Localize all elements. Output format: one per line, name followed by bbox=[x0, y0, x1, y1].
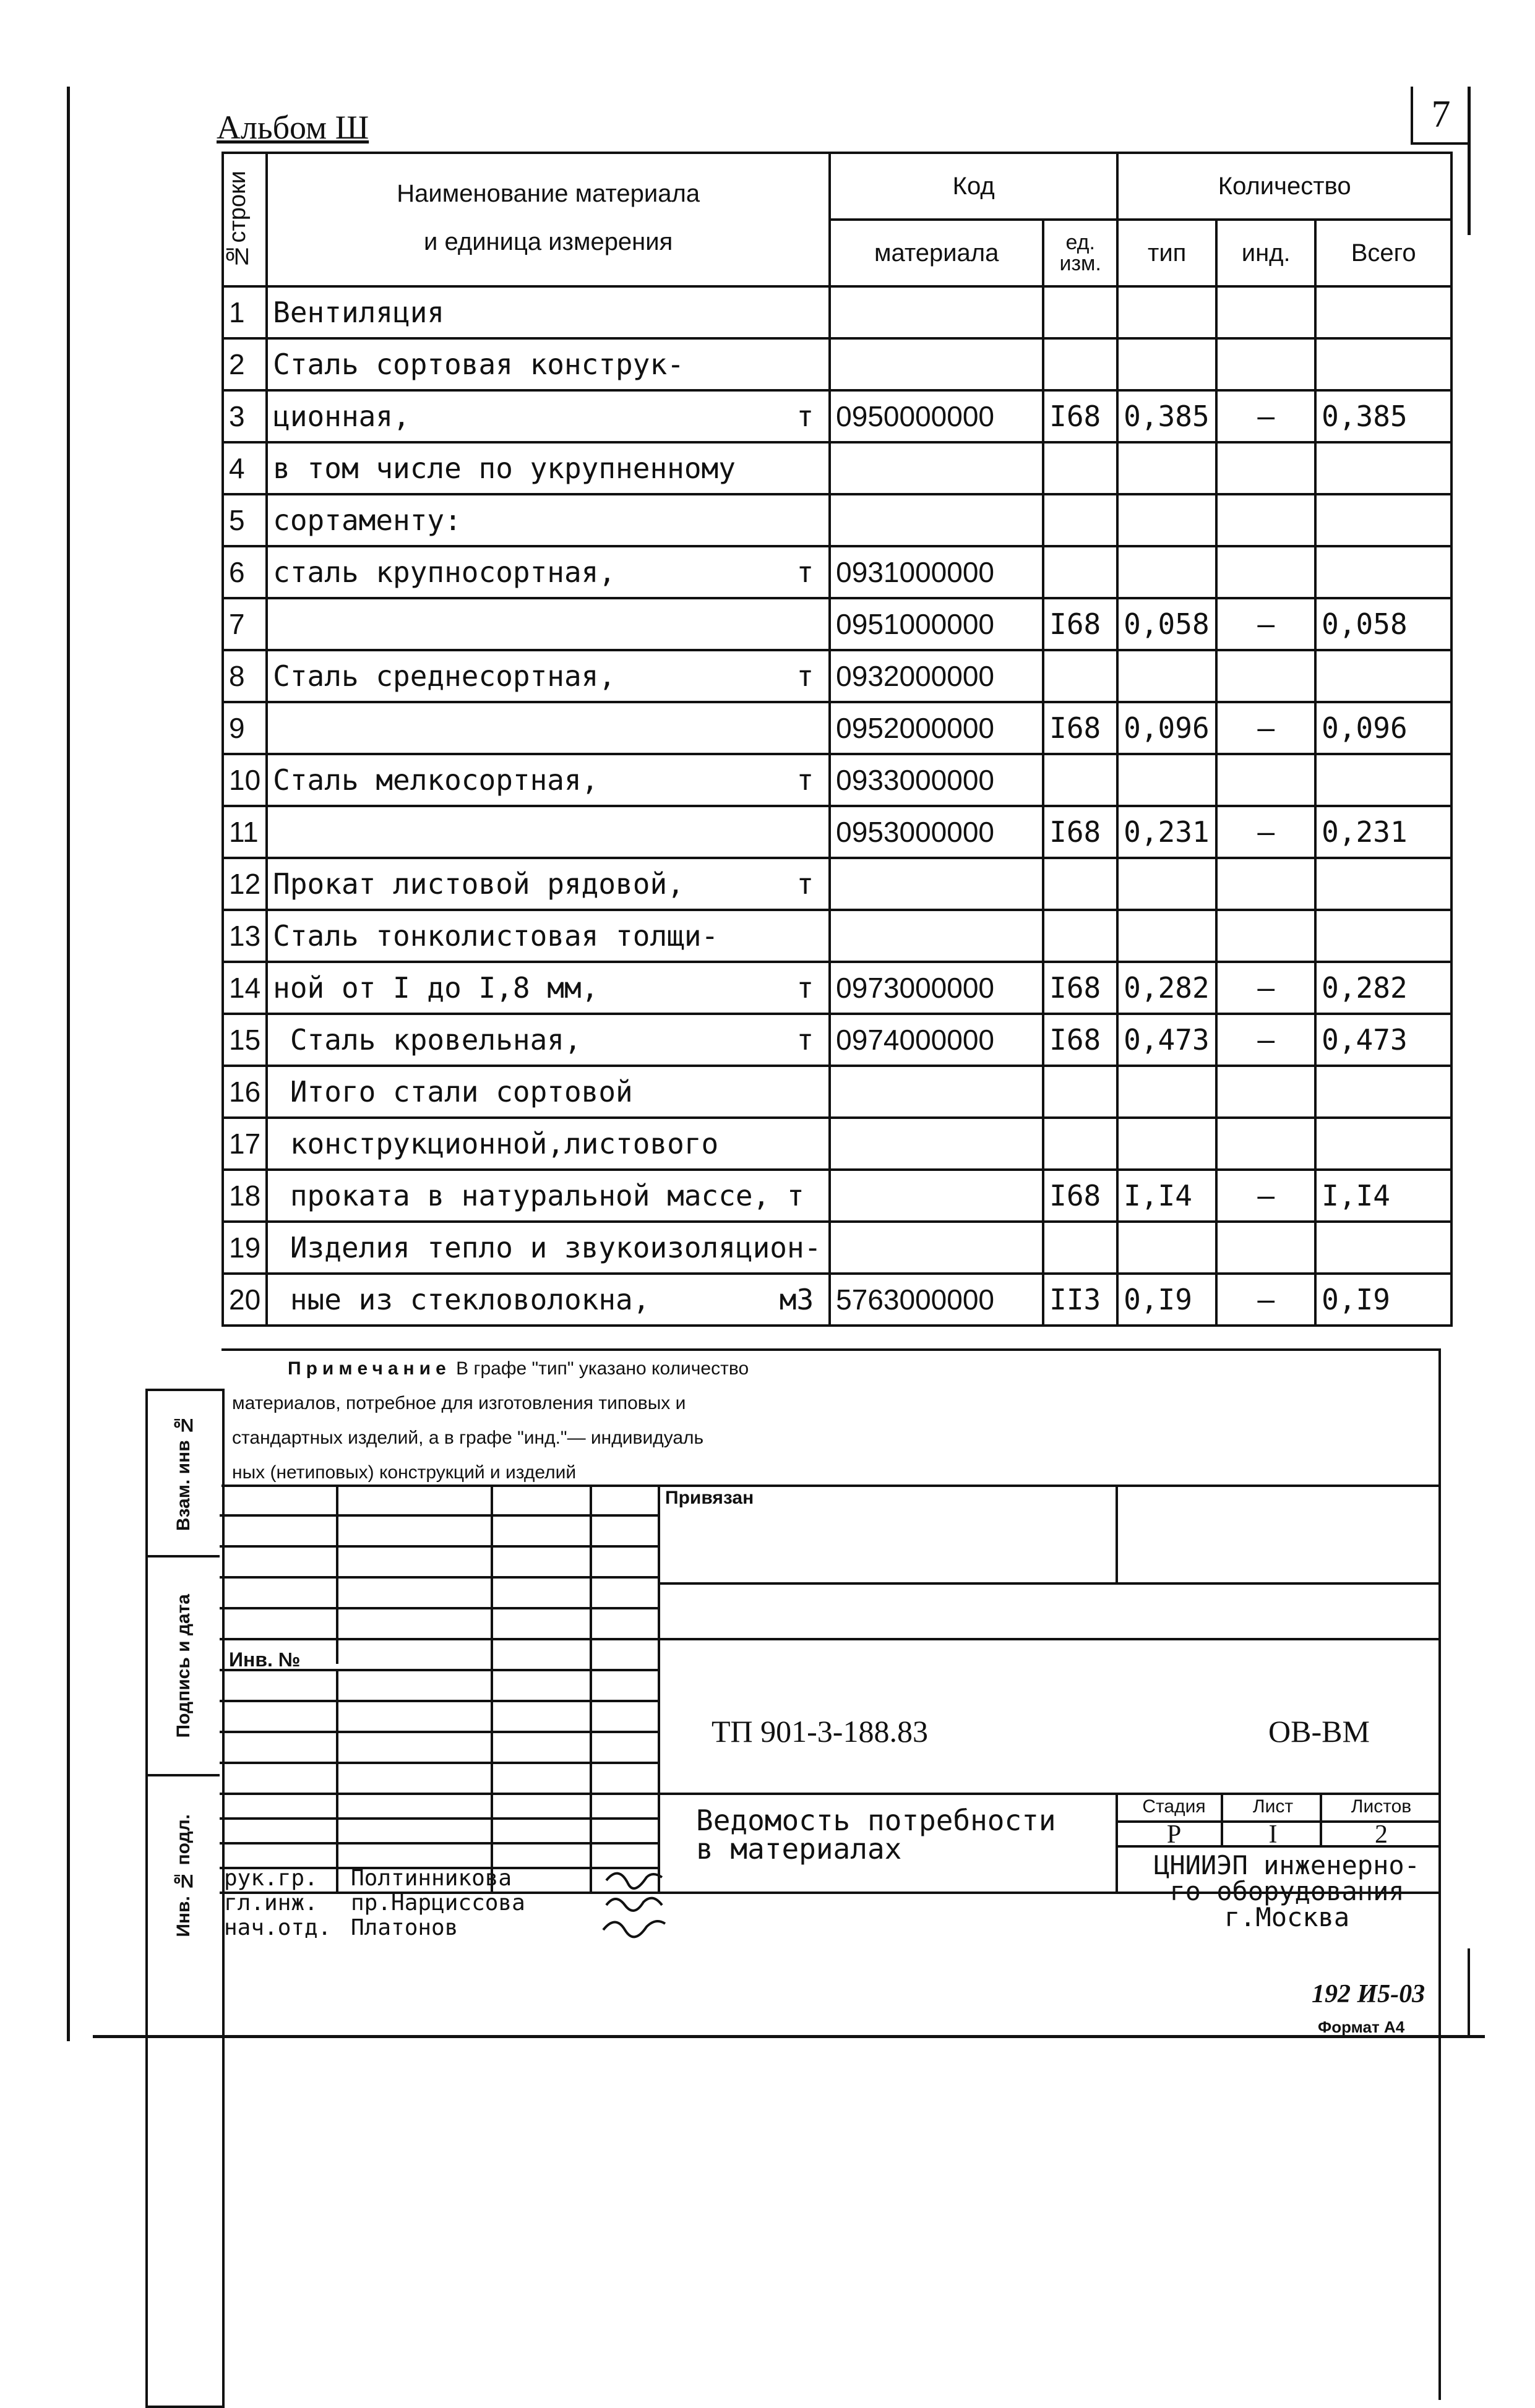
material-name-text: Сталь сортовая конструк- bbox=[273, 348, 684, 381]
qty-ind: – bbox=[1216, 598, 1315, 650]
table-row bbox=[223, 286, 1451, 338]
row-number: 12 bbox=[223, 858, 267, 910]
material-name-text: Изделия тепло и звукоизоляцион- bbox=[273, 1231, 822, 1264]
side-inv-podl: Инв. № подл. bbox=[173, 1814, 194, 1937]
material-name bbox=[267, 1170, 830, 1222]
material-code bbox=[830, 1118, 1043, 1170]
doc-mark: ОВ-ВМ bbox=[1268, 1714, 1370, 1749]
qty-type bbox=[1117, 338, 1216, 390]
material-name-text: сталь крупносортная, bbox=[273, 555, 616, 589]
quantity-header: Количество bbox=[1117, 153, 1451, 220]
qty-total: 0,I9 bbox=[1315, 1274, 1451, 1326]
unit-code bbox=[1043, 494, 1117, 546]
qty-type: I,I4 bbox=[1117, 1170, 1216, 1222]
qty-total bbox=[1315, 546, 1451, 598]
material-name bbox=[267, 1066, 830, 1118]
unit-code: I68 bbox=[1043, 806, 1117, 858]
material-name-text: Сталь тонколистовая толщи- bbox=[273, 919, 719, 953]
qty-ind: – bbox=[1216, 390, 1315, 442]
material-unit: т bbox=[796, 867, 814, 901]
material-name bbox=[267, 546, 830, 598]
doc-code: ТП 901-3-188.83 bbox=[712, 1714, 928, 1749]
side-podpis: Подпись и дата bbox=[148, 1557, 220, 1776]
unit-code bbox=[1043, 858, 1117, 910]
privyazan-label: Привязан bbox=[665, 1488, 754, 1508]
row-number: 2 bbox=[223, 338, 267, 390]
material-name-text: ной от I до I,8 мм, bbox=[273, 971, 599, 1005]
person-row: гл.инж. пр.Нарциссова bbox=[224, 1890, 525, 1916]
row-number: 5 bbox=[223, 494, 267, 546]
material-name bbox=[267, 1222, 830, 1274]
qty-ind: – bbox=[1216, 1170, 1315, 1222]
material-unit: т bbox=[796, 400, 814, 433]
name-header: Наименование материала и единица измерения bbox=[267, 153, 830, 286]
qty-total-header: Всего bbox=[1315, 220, 1451, 286]
doc-title: Ведомость потребности в материалах bbox=[696, 1804, 1056, 1866]
unit-code bbox=[1043, 286, 1117, 338]
material-name bbox=[267, 338, 830, 390]
qty-type: 0,058 bbox=[1117, 598, 1216, 650]
qty-total bbox=[1315, 1066, 1451, 1118]
signatures bbox=[224, 1866, 525, 1940]
qty-ind: – bbox=[1216, 1274, 1315, 1326]
code-material-header: материала bbox=[830, 220, 1043, 286]
qty-ind bbox=[1216, 1222, 1315, 1274]
row-number: 10 bbox=[223, 754, 267, 806]
note-title: Примечание bbox=[288, 1358, 451, 1379]
qty-ind: – bbox=[1216, 1014, 1315, 1066]
page-number: 7 bbox=[1411, 87, 1469, 145]
qty-total: 0,385 bbox=[1315, 390, 1451, 442]
material-name bbox=[267, 806, 830, 858]
qty-type bbox=[1117, 910, 1216, 962]
table-row bbox=[223, 858, 1451, 910]
unit-code: I68 bbox=[1043, 598, 1117, 650]
note-line1: В графе "тип" указано количество bbox=[456, 1358, 749, 1379]
qty-ind bbox=[1216, 910, 1315, 962]
material-name-text: ционная, bbox=[273, 400, 410, 433]
qty-total bbox=[1315, 286, 1451, 338]
material-unit: т bbox=[796, 659, 814, 693]
code-unit-header: ед. изм. bbox=[1043, 220, 1117, 286]
unit-code bbox=[1043, 546, 1117, 598]
row-number: 1 bbox=[223, 286, 267, 338]
qty-type bbox=[1117, 1118, 1216, 1170]
qty-type: 0,231 bbox=[1117, 806, 1216, 858]
qty-ind bbox=[1216, 858, 1315, 910]
qty-type bbox=[1117, 1066, 1216, 1118]
qty-total: I,I4 bbox=[1315, 1170, 1451, 1222]
material-name bbox=[267, 754, 830, 806]
table-row bbox=[223, 546, 1451, 598]
qty-total bbox=[1315, 650, 1451, 702]
row-number: 3 bbox=[223, 390, 267, 442]
unit-code: I68 bbox=[1043, 390, 1117, 442]
qty-total bbox=[1315, 494, 1451, 546]
material-name bbox=[267, 962, 830, 1014]
qty-ind bbox=[1216, 754, 1315, 806]
unit-code bbox=[1043, 910, 1117, 962]
frame-right-line-bottom bbox=[1468, 1948, 1470, 2035]
row-number: 15 bbox=[223, 1014, 267, 1066]
material-name bbox=[267, 1118, 830, 1170]
sheets-value: 2 bbox=[1375, 1820, 1388, 1849]
frame-left-line bbox=[67, 87, 70, 2041]
material-name bbox=[267, 910, 830, 962]
unit-code bbox=[1043, 1118, 1117, 1170]
material-name bbox=[267, 1014, 830, 1066]
qty-ind bbox=[1216, 546, 1315, 598]
material-name-text: ные из стекловолокна, bbox=[273, 1283, 650, 1316]
sheets-label: Листов bbox=[1351, 1796, 1412, 1817]
qty-type: 0,473 bbox=[1117, 1014, 1216, 1066]
unit-code bbox=[1043, 1066, 1117, 1118]
qty-ind bbox=[1216, 286, 1315, 338]
sheet-label: Лист bbox=[1252, 1796, 1294, 1817]
table-row bbox=[223, 910, 1451, 962]
unit-code bbox=[1043, 442, 1117, 494]
qty-total bbox=[1315, 338, 1451, 390]
qty-total bbox=[1315, 754, 1451, 806]
qty-ind bbox=[1216, 1118, 1315, 1170]
table-row bbox=[223, 598, 1451, 650]
qty-type bbox=[1117, 546, 1216, 598]
table-row bbox=[223, 338, 1451, 390]
qty-total: 0,282 bbox=[1315, 962, 1451, 1014]
qty-ind bbox=[1216, 338, 1315, 390]
material-code bbox=[830, 858, 1043, 910]
note-top-line bbox=[221, 1348, 1440, 1351]
material-code: 0973000000 bbox=[830, 962, 1043, 1014]
qty-type bbox=[1117, 494, 1216, 546]
material-unit: т bbox=[796, 971, 814, 1005]
organization: ЦНИИЭП инженерно- го оборудования г.Москва bbox=[1154, 1850, 1420, 1932]
material-name-text: Итого стали сортовой bbox=[273, 1075, 633, 1108]
row-number: 11 bbox=[223, 806, 267, 858]
row-number: 13 bbox=[223, 910, 267, 962]
qty-type-header: тип bbox=[1117, 220, 1216, 286]
frame-bottom-line bbox=[93, 2035, 1485, 2038]
qty-ind bbox=[1216, 650, 1315, 702]
qty-ind bbox=[1216, 442, 1315, 494]
table-row bbox=[223, 1222, 1451, 1274]
material-code: 0932000000 bbox=[830, 650, 1043, 702]
material-code: 0933000000 bbox=[830, 754, 1043, 806]
row-number: 9 bbox=[223, 702, 267, 754]
qty-type bbox=[1117, 650, 1216, 702]
unit-code bbox=[1043, 338, 1117, 390]
unit-code: I68 bbox=[1043, 702, 1117, 754]
material-name bbox=[267, 286, 830, 338]
qty-ind-header: инд. bbox=[1216, 220, 1315, 286]
material-code bbox=[830, 494, 1043, 546]
qty-ind bbox=[1216, 1066, 1315, 1118]
person-row: нач.отд. Платонов bbox=[224, 1915, 458, 1940]
material-name-text: сортаменту: bbox=[273, 503, 462, 537]
table-row bbox=[223, 702, 1451, 754]
table-row bbox=[223, 1274, 1451, 1326]
album-label: Альбом Ш bbox=[217, 109, 369, 146]
qty-total bbox=[1315, 858, 1451, 910]
material-unit: т bbox=[796, 555, 814, 589]
qty-type bbox=[1117, 858, 1216, 910]
material-name bbox=[267, 494, 830, 546]
qty-type bbox=[1117, 754, 1216, 806]
unit-code: I68 bbox=[1043, 962, 1117, 1014]
stage-label: Стадия bbox=[1142, 1796, 1206, 1817]
material-code bbox=[830, 1170, 1043, 1222]
side-column bbox=[145, 1389, 225, 2408]
unit-code bbox=[1043, 1222, 1117, 1274]
materials-table bbox=[221, 152, 1453, 1327]
material-code: 0951000000 bbox=[830, 598, 1043, 650]
table-row bbox=[223, 1118, 1451, 1170]
qty-ind bbox=[1216, 494, 1315, 546]
table-row bbox=[223, 390, 1451, 442]
person-row: рук.гр. Полтинникова bbox=[224, 1866, 512, 1891]
row-number: 18 bbox=[223, 1170, 267, 1222]
material-code bbox=[830, 1222, 1043, 1274]
qty-type bbox=[1117, 1222, 1216, 1274]
qty-ind: – bbox=[1216, 962, 1315, 1014]
qty-type: 0,096 bbox=[1117, 702, 1216, 754]
table-row bbox=[223, 442, 1451, 494]
material-name bbox=[267, 858, 830, 910]
qty-total bbox=[1315, 910, 1451, 962]
row-number: 16 bbox=[223, 1066, 267, 1118]
material-code: 0953000000 bbox=[830, 806, 1043, 858]
note-line2: материалов, потребное для изготовления типовых и bbox=[232, 1393, 686, 1413]
note-line4: ных (нетиповых) конструкций и изделий bbox=[232, 1462, 577, 1483]
table-row bbox=[223, 1014, 1451, 1066]
sheet-value: I bbox=[1268, 1820, 1278, 1849]
qty-total bbox=[1315, 1118, 1451, 1170]
material-code bbox=[830, 910, 1043, 962]
table-row bbox=[223, 1170, 1451, 1222]
qty-type: 0,385 bbox=[1117, 390, 1216, 442]
material-code: 0974000000 bbox=[830, 1014, 1043, 1066]
table-row bbox=[223, 1066, 1451, 1118]
material-unit: т bbox=[796, 763, 814, 797]
material-code: 0931000000 bbox=[830, 546, 1043, 598]
qty-type: 0,I9 bbox=[1117, 1274, 1216, 1326]
material-code: 0950000000 bbox=[830, 390, 1043, 442]
note-block bbox=[232, 1352, 1438, 1490]
qty-type bbox=[1117, 286, 1216, 338]
material-unit: т bbox=[796, 1023, 814, 1056]
format-label: Формат А4 bbox=[1318, 2018, 1405, 2036]
qty-total: 0,473 bbox=[1315, 1014, 1451, 1066]
material-code bbox=[830, 286, 1043, 338]
row-number: 6 bbox=[223, 546, 267, 598]
inv-no-label: Инв. № bbox=[229, 1648, 301, 1671]
material-name bbox=[267, 598, 830, 650]
qty-total: 0,231 bbox=[1315, 806, 1451, 858]
row-number: 14 bbox=[223, 962, 267, 1014]
archive-number: 192 И5-03 bbox=[1312, 1980, 1425, 2008]
table-row bbox=[223, 962, 1451, 1014]
code-header: Код bbox=[830, 153, 1117, 220]
row-number: 7 bbox=[223, 598, 267, 650]
qty-total: 0,096 bbox=[1315, 702, 1451, 754]
material-name-text: Сталь среднесортная, bbox=[273, 659, 616, 693]
material-name-text: Вентиляция bbox=[273, 296, 445, 329]
material-code bbox=[830, 1066, 1043, 1118]
side-vzam: Взам. инв № bbox=[148, 1391, 220, 1557]
material-unit: м3 bbox=[779, 1283, 814, 1316]
material-name bbox=[267, 390, 830, 442]
stage-value: Р bbox=[1166, 1820, 1182, 1849]
unit-code bbox=[1043, 754, 1117, 806]
material-name bbox=[267, 442, 830, 494]
unit-code: I68 bbox=[1043, 1170, 1117, 1222]
material-name-text: проката в натуральной массе, т bbox=[273, 1179, 804, 1212]
qty-total bbox=[1315, 1222, 1451, 1274]
qty-total bbox=[1315, 442, 1451, 494]
material-code: 5763000000 bbox=[830, 1274, 1043, 1326]
material-name bbox=[267, 702, 830, 754]
material-name-text: Сталь кровельная, bbox=[273, 1023, 582, 1056]
qty-total: 0,058 bbox=[1315, 598, 1451, 650]
row-number: 17 bbox=[223, 1118, 267, 1170]
qty-type bbox=[1117, 442, 1216, 494]
row-number: 19 bbox=[223, 1222, 267, 1274]
material-code bbox=[830, 442, 1043, 494]
material-name-text: конструкционной,листового bbox=[273, 1127, 719, 1160]
material-name-text: Прокат листовой рядовой, bbox=[273, 867, 684, 901]
material-name bbox=[267, 1274, 830, 1326]
qty-ind: – bbox=[1216, 702, 1315, 754]
signature-scribbles bbox=[600, 1862, 668, 1942]
row-number: 20 bbox=[223, 1274, 267, 1326]
note-line3: стандартных изделий, а в графе "инд."— индивидуаль bbox=[232, 1428, 704, 1448]
row-number: 8 bbox=[223, 650, 267, 702]
table-row bbox=[223, 650, 1451, 702]
row-number: 4 bbox=[223, 442, 267, 494]
material-code bbox=[830, 338, 1043, 390]
qty-ind: – bbox=[1216, 806, 1315, 858]
material-code: 0952000000 bbox=[830, 702, 1043, 754]
unit-code: I68 bbox=[1043, 1014, 1117, 1066]
material-name bbox=[267, 650, 830, 702]
qty-type: 0,282 bbox=[1117, 962, 1216, 1014]
unit-code: II3 bbox=[1043, 1274, 1117, 1326]
table-row bbox=[223, 754, 1451, 806]
material-name-text: Сталь мелкосортная, bbox=[273, 763, 599, 797]
row-number-header: №строки bbox=[223, 153, 267, 286]
unit-code bbox=[1043, 650, 1117, 702]
material-name-text: в том числе по укрупненному bbox=[273, 452, 736, 485]
table-row bbox=[223, 494, 1451, 546]
table-row bbox=[223, 806, 1451, 858]
